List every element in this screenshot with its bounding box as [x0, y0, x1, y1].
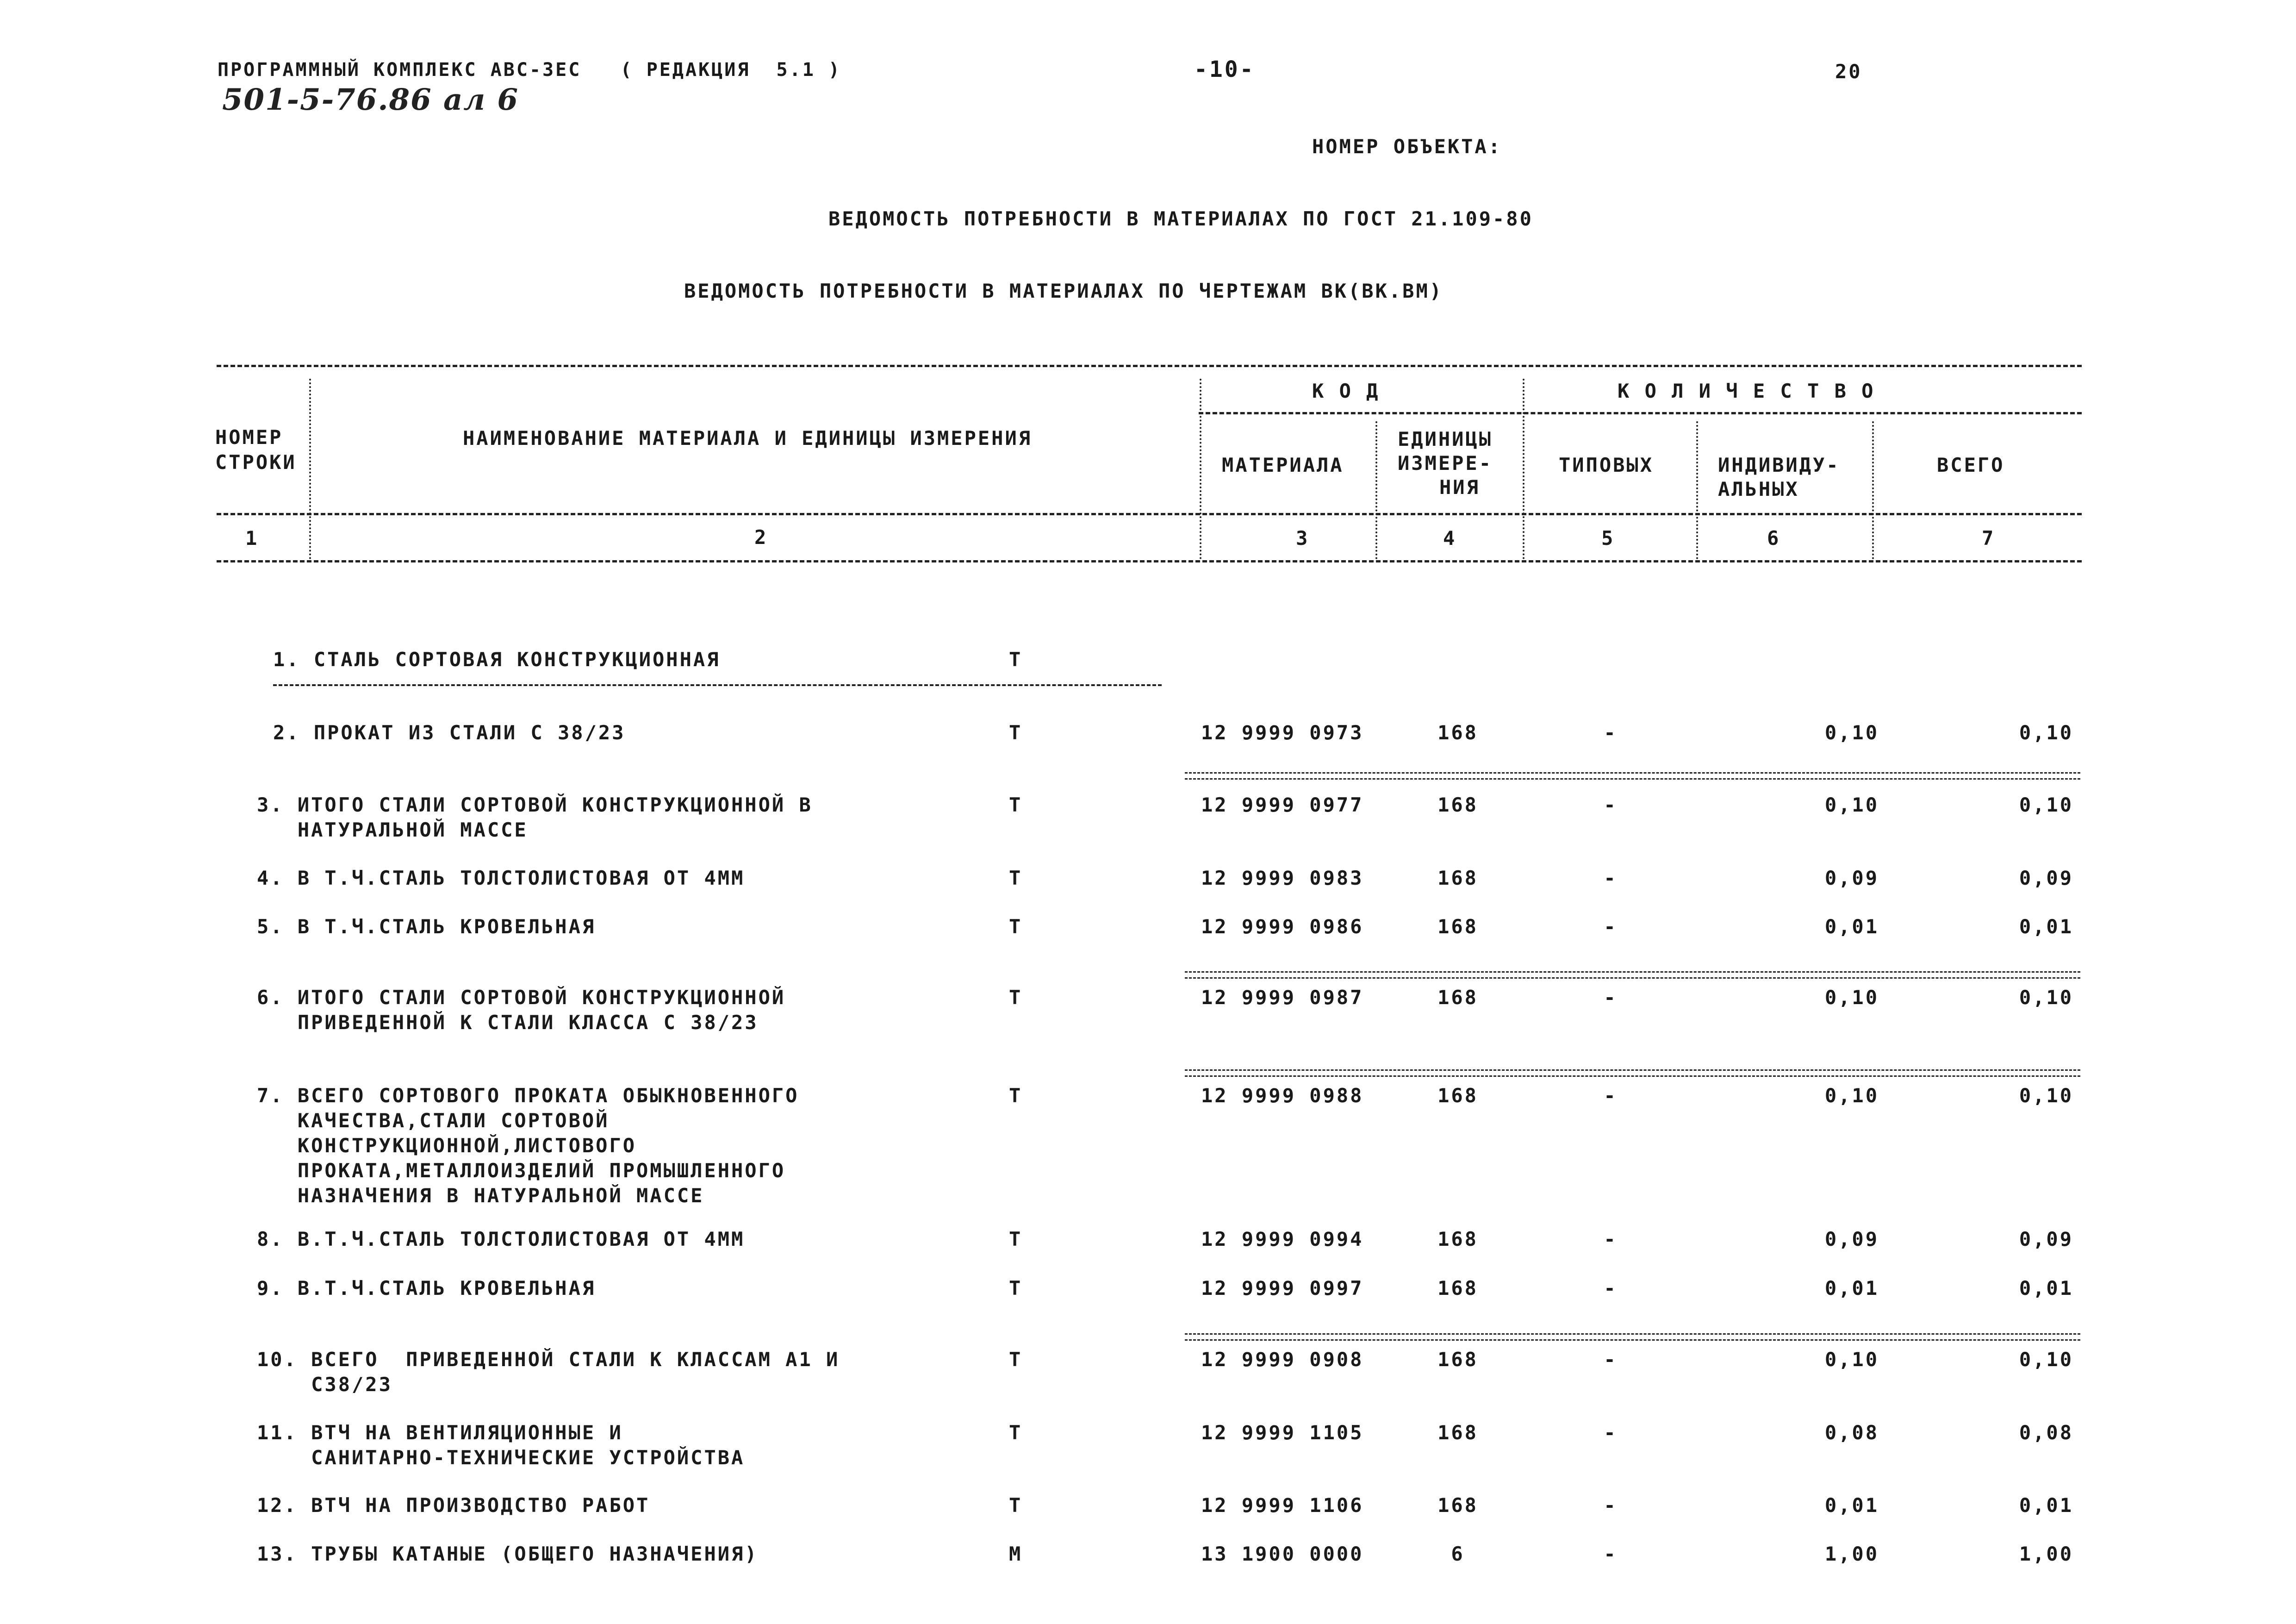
row-unit: Т: [1009, 986, 1023, 1009]
object-number-label: НОМЕР ОБЪЕКТА:: [1312, 135, 1502, 158]
row-unit: Т: [1009, 793, 1023, 816]
row-material-code: 12 9999 0994: [1201, 1228, 1364, 1250]
header-name: НАИМЕНОВАНИЕ МАТЕРИАЛА И ЕДИНИЦЫ ИЗМЕРЕНИЯ: [463, 427, 1033, 450]
col-number-4: 4: [1443, 527, 1457, 550]
row-unit: Т: [1009, 648, 1023, 671]
row-individual: 0,10: [1824, 1348, 1879, 1371]
row-unit-code: 168: [1437, 986, 1478, 1009]
row-unit-code: 168: [1437, 721, 1478, 744]
row-typical: -: [1604, 1084, 1618, 1107]
row-total: 0,01: [2019, 1277, 2073, 1299]
row-name-line: 4. В Т.Ч.СТАЛЬ ТОЛСТОЛИСТОВАЯ ОТ 4ММ: [257, 867, 745, 889]
header-row-no-2: СТРОКИ: [215, 451, 297, 474]
row-name-line: НАТУРАЛЬНОЙ МАССЕ: [257, 818, 528, 841]
row-total: 1,00: [2019, 1543, 2073, 1565]
row-typical: -: [1604, 1543, 1618, 1565]
header-individual-1: ИНДИВИДУ-: [1718, 454, 1840, 476]
row-individual: 0,10: [1824, 1084, 1879, 1107]
row-name-line: 1. СТАЛЬ СОРТОВАЯ КОНСТРУКЦИОННАЯ: [273, 648, 721, 671]
row-unit: Т: [1009, 915, 1023, 938]
row-unit: М: [1009, 1543, 1023, 1565]
sheet-number: 20: [1835, 60, 1862, 83]
row-typical: -: [1604, 721, 1618, 744]
row-typical: -: [1604, 1348, 1618, 1371]
header-individual-2: АЛЬНЫХ: [1718, 478, 1799, 500]
row-material-code: 12 9999 0987: [1201, 986, 1364, 1009]
col-number-2: 2: [754, 526, 768, 549]
col-sep-1: [309, 379, 311, 559]
row-name-line: 12. ВТЧ НА ПРОИЗВОДСТВО РАБОТ: [257, 1494, 650, 1517]
header-material: МАТЕРИАЛА: [1222, 454, 1344, 476]
col-sep-5: [1696, 421, 1698, 559]
col-number-3: 3: [1296, 527, 1310, 550]
row-unit-code: 168: [1437, 793, 1478, 816]
total-separator-4: [1185, 1333, 2080, 1341]
header-unit-1: ЕДИНИЦЫ: [1398, 428, 1493, 450]
row-unit-code: 168: [1437, 1494, 1478, 1517]
row-typical: -: [1604, 1421, 1618, 1444]
row-typical: -: [1604, 1277, 1618, 1299]
row-typical: -: [1604, 915, 1618, 938]
row-name-line: САНИТАРНО-ТЕХНИЧЕСКИЕ УСТРОЙСТВА: [257, 1446, 745, 1469]
row-unit-code: 168: [1437, 1228, 1478, 1250]
row-total: 0,10: [2019, 986, 2073, 1009]
row-material-code: 12 9999 1105: [1201, 1421, 1364, 1444]
header-typical: ТИПОВЫХ: [1559, 454, 1654, 476]
row-individual: 0,01: [1824, 1277, 1879, 1299]
row-material-code: 12 9999 0986: [1201, 915, 1364, 938]
row-unit-code: 168: [1437, 1421, 1478, 1444]
total-separator-2: [1185, 971, 2080, 979]
total-separator-3: [1185, 1069, 2080, 1077]
col-number-1: 1: [245, 527, 259, 550]
row-material-code: 12 9999 0973: [1201, 721, 1364, 744]
header-unit-3: НИЯ: [1439, 476, 1480, 499]
row-unit-code: 168: [1437, 1084, 1478, 1107]
col-number-6: 6: [1767, 527, 1781, 550]
row-total: 0,10: [2019, 793, 2073, 816]
row-unit-code: 168: [1437, 1277, 1478, 1299]
row-unit: Т: [1009, 721, 1023, 744]
row-name-line: 8. В.Т.Ч.СТАЛЬ ТОЛСТОЛИСТОВАЯ ОТ 4ММ: [257, 1228, 745, 1250]
header-unit-2: ИЗМЕРЕ-: [1398, 452, 1493, 475]
row-unit-code: 6: [1451, 1543, 1465, 1565]
row-typical: -: [1604, 867, 1618, 889]
row-name-line: 2. ПРОКАТ ИЗ СТАЛИ С 38/23: [273, 721, 626, 744]
row-unit: Т: [1009, 1421, 1023, 1444]
row-unit: Т: [1009, 1277, 1023, 1299]
row-material-code: 12 9999 0908: [1201, 1348, 1364, 1371]
row-individual: 0,09: [1824, 867, 1879, 889]
header-rule-groups: [1199, 412, 2082, 414]
col-number-7: 7: [1982, 527, 1996, 550]
row-individual: 0,08: [1824, 1421, 1879, 1444]
row-total: 0,08: [2019, 1421, 2073, 1444]
row-name-line: 13. ТРУБЫ КАТАНЫЕ (ОБЩЕГО НАЗНАЧЕНИЯ): [257, 1543, 759, 1565]
row-individual: 0,09: [1824, 1228, 1879, 1250]
row-name-line: 9. В.Т.Ч.СТАЛЬ КРОВЕЛЬНАЯ: [257, 1277, 596, 1299]
row-individual: 1,00: [1824, 1543, 1879, 1565]
col-sep-4: [1523, 379, 1524, 559]
row-name-line: 5. В Т.Ч.СТАЛЬ КРОВЕЛЬНАЯ: [257, 915, 596, 938]
row-individual: 0,10: [1824, 793, 1879, 816]
row-name-line: ПРОКАТА,МЕТАЛЛОИЗДЕЛИЙ ПРОМЫШЛЕННОГО: [257, 1159, 786, 1182]
handwritten-project-code: 501-5-76.86 ал 6: [222, 82, 519, 117]
col-sep-6: [1872, 421, 1874, 559]
row-unit-code: 168: [1437, 867, 1478, 889]
row-total: 0,10: [2019, 721, 2073, 744]
page-number: -10-: [1194, 56, 1255, 82]
row-total: 0,01: [2019, 915, 2073, 938]
row-material-code: 12 9999 0988: [1201, 1084, 1364, 1107]
row-individual: 0,01: [1824, 1494, 1879, 1517]
header-rule-top: [217, 365, 2082, 367]
row-name-line: ПРИВЕДЕННОЙ К СТАЛИ КЛАССА С 38/23: [257, 1011, 759, 1034]
total-separator-1: [1185, 772, 2080, 780]
row-name-line: 6. ИТОГО СТАЛИ СОРТОВОЙ КОНСТРУКЦИОННОЙ: [257, 986, 786, 1009]
row-name-line: НАЗНАЧЕНИЯ В НАТУРАЛЬНОЙ МАССЕ: [257, 1184, 704, 1207]
row-total: 0,10: [2019, 1084, 2073, 1107]
header-rule-bottom: [217, 560, 2082, 562]
header-row-no-1: НОМЕР: [215, 426, 283, 449]
row-name-line: КАЧЕСТВА,СТАЛИ СОРТОВОЙ: [257, 1109, 610, 1132]
row-name-line: С38/23: [257, 1373, 392, 1396]
row-name-line: 3. ИТОГО СТАЛИ СОРТОВОЙ КОНСТРУКЦИОННОЙ В: [257, 793, 813, 816]
header-rule-mid: [217, 513, 2082, 515]
row-total: 0,01: [2019, 1494, 2073, 1517]
program-title: ПРОГРАММНЫЙ КОМПЛЕКС АВС-3ЕС ( РЕДАКЦИЯ 5.1 ): [218, 59, 841, 81]
col-sep-3: [1375, 421, 1377, 559]
section-underline: [273, 684, 1162, 686]
row-typical: -: [1604, 793, 1618, 816]
row-individual: 0,10: [1824, 721, 1879, 744]
row-unit: Т: [1009, 1348, 1023, 1371]
header-total: ВСЕГО: [1937, 454, 2005, 476]
row-name-line: КОНСТРУКЦИОННОЙ,ЛИСТОВОГО: [257, 1134, 637, 1157]
row-typical: -: [1604, 986, 1618, 1009]
row-unit-code: 168: [1437, 1348, 1478, 1371]
header-qty-group: К О Л И Ч Е С Т В О: [1618, 380, 1875, 402]
row-unit: Т: [1009, 1228, 1023, 1250]
row-material-code: 12 9999 0977: [1201, 793, 1364, 816]
row-unit: Т: [1009, 1494, 1023, 1517]
document-subtitle: ВЕДОМОСТЬ ПОТРЕБНОСТИ В МАТЕРИАЛАХ ПО ЧЕРТЕЖАМ ВК(ВК.ВМ): [684, 280, 1444, 302]
row-total: 0,09: [2019, 1228, 2073, 1250]
row-typical: -: [1604, 1494, 1618, 1517]
row-material-code: 13 1900 0000: [1201, 1543, 1364, 1565]
row-unit: Т: [1009, 867, 1023, 889]
row-total: 0,09: [2019, 867, 2073, 889]
row-total: 0,10: [2019, 1348, 2073, 1371]
row-material-code: 12 9999 0983: [1201, 867, 1364, 889]
row-individual: 0,01: [1824, 915, 1879, 938]
row-material-code: 12 9999 0997: [1201, 1277, 1364, 1299]
col-number-5: 5: [1601, 527, 1615, 550]
row-individual: 0,10: [1824, 986, 1879, 1009]
header-code-group: К О Д: [1312, 380, 1380, 402]
document-title: ВЕДОМОСТЬ ПОТРЕБНОСТИ В МАТЕРИАЛАХ ПО ГОСТ 21.109-80: [828, 207, 1533, 230]
row-unit: Т: [1009, 1084, 1023, 1107]
col-sep-2: [1200, 379, 1201, 559]
row-material-code: 12 9999 1106: [1201, 1494, 1364, 1517]
row-typical: -: [1604, 1228, 1618, 1250]
row-name-line: 11. ВТЧ НА ВЕНТИЛЯЦИОННЫЕ И: [257, 1421, 623, 1444]
row-unit-code: 168: [1437, 915, 1478, 938]
row-name-line: 10. ВСЕГО ПРИВЕДЕННОЙ СТАЛИ К КЛАССАМ А1 И: [257, 1348, 840, 1371]
row-name-line: 7. ВСЕГО СОРТОВОГО ПРОКАТА ОБЫКНОВЕННОГО: [257, 1084, 799, 1107]
